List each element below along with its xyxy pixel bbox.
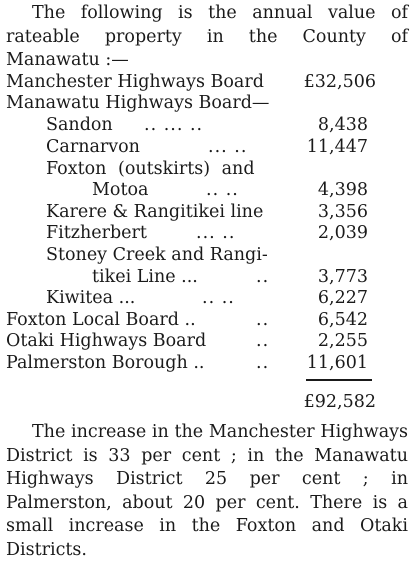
row-leader: .. xyxy=(256,310,270,330)
table-row xyxy=(6,244,415,267)
row-label: Otaki Highways Board xyxy=(6,331,207,351)
row-label: Foxton Local Board .. xyxy=(6,310,196,330)
row-label: Karere & Rangitikei line xyxy=(46,202,264,222)
row-leader: .. ... .. xyxy=(144,115,204,135)
row-leader: .. xyxy=(256,353,270,373)
row-value: 2,255 xyxy=(317,331,368,351)
row-label: Sandon xyxy=(46,115,113,135)
row-leader: .. .. xyxy=(206,180,239,200)
table-row xyxy=(6,71,415,94)
table-row xyxy=(6,114,415,137)
intro-paragraph: The following is the annual value of rateable property in the County of Manawatu :— xyxy=(6,3,408,70)
table-row xyxy=(6,352,415,375)
row-value: 6,227 xyxy=(317,288,368,308)
row-label: Palmerston Borough .. xyxy=(6,353,205,373)
table-row xyxy=(6,158,415,181)
row-label: Foxton (outskirts) and xyxy=(46,159,255,179)
table-row xyxy=(6,309,415,332)
row-value: £32,506 xyxy=(303,72,376,92)
row-leader: .. xyxy=(256,331,270,351)
table-row xyxy=(6,287,415,310)
table-row xyxy=(6,266,415,289)
row-label: Carnarvon xyxy=(46,137,140,157)
total-row xyxy=(6,391,415,414)
row-leader: .. .. xyxy=(202,288,235,308)
row-leader: ... .. xyxy=(208,137,248,157)
row-leader: ... .. xyxy=(196,223,236,243)
row-value: 2,039 xyxy=(317,223,368,243)
table-row xyxy=(6,222,415,245)
row-value: 11,447 xyxy=(306,137,368,157)
row-label: Fitzherbert xyxy=(46,223,147,243)
row-value: 8,438 xyxy=(317,115,368,135)
row-label: Manawatu Highways Board— xyxy=(6,93,270,113)
row-value: 11,601 xyxy=(306,353,368,373)
table-row xyxy=(6,179,415,202)
row-leader: .. xyxy=(256,267,270,287)
row-value: 3,356 xyxy=(317,202,368,222)
table-row xyxy=(6,201,415,224)
row-value: 4,398 xyxy=(317,180,368,200)
row-label: Stoney Creek and Rangi- xyxy=(46,245,268,265)
row-value: 3,773 xyxy=(317,267,368,287)
row-label: Kiwitea ... xyxy=(46,288,136,308)
sum-rule xyxy=(306,379,372,381)
row-label: Manchester Highways Board xyxy=(6,72,264,92)
table-row xyxy=(6,330,415,353)
table-row xyxy=(6,136,415,159)
table-row xyxy=(6,92,415,115)
row-label: tikei Line ... xyxy=(92,267,198,287)
row-label: Motoa xyxy=(92,180,149,200)
closing-paragraph: The increase in the Manchester Highways District is 33 per cent ; in the Manawatu Highways District 25 per cent ; in Palmerston, about 20 per cent. There is a small increase in the Foxton and Otaki Districts. xyxy=(6,422,408,560)
row-value: 6,542 xyxy=(317,310,368,330)
total-value: £92,582 xyxy=(303,392,376,412)
